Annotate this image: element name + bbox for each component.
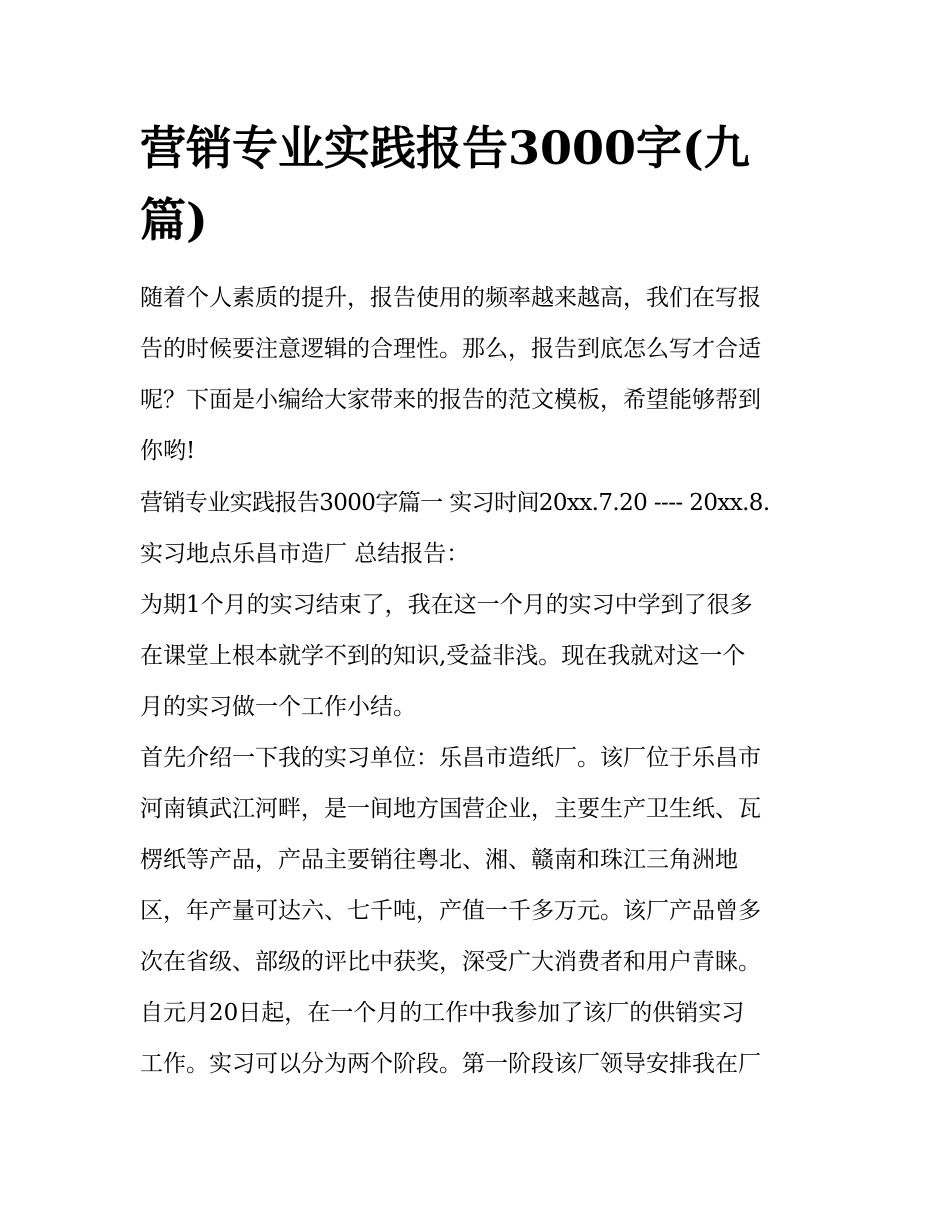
- body-line-11: 河南镇武江河畔，是一间地方国营企业，主要生产卫生纸、瓦: [140, 796, 761, 822]
- body-line-8: 在课堂上根本就学不到的知识,受益非浅。现在我就对这一个: [140, 643, 746, 669]
- body-line-4: 你哟!: [140, 438, 196, 464]
- body-line-16: 工作。实习可以分为两个阶段。第一阶段该厂领导安排我在厂: [140, 1051, 761, 1077]
- body-line-10: 首先介绍一下我的实习单位：乐昌市造纸厂。该厂位于乐昌市: [140, 745, 761, 771]
- body-line-5: 营销专业实践报告3000字篇一 实习时间20xx.7.20 ---- 20xx.8.: [140, 490, 770, 516]
- body-line-1: 随着个人素质的提升，报告使用的频率越来越高，我们在写报: [140, 285, 761, 311]
- title-line-1: 营销专业实践报告3000字(九: [140, 121, 750, 175]
- body-line-3: 呢？下面是小编给大家带来的报告的范文模板，希望能够帮到: [140, 387, 761, 413]
- body-line-12: 楞纸等产品，产品主要销往粤北、湘、赣南和珠江三角洲地: [140, 847, 738, 873]
- body-line-7: 为期1个月的实习结束了，我在这一个月的实习中学到了很多: [140, 592, 753, 618]
- body-line-15: 自元月20日起，在一个月的工作中我参加了该厂的供销实习: [140, 1000, 745, 1026]
- body-line-14: 次在省级、部级的评比中获奖，深受广大消费者和用户青睐。: [140, 949, 761, 975]
- title-line-2: 篇): [140, 193, 208, 247]
- body-line-13: 区，年产量可达六、七千吨，产值一千多万元。该厂产品曾多: [140, 898, 761, 924]
- body-line-2: 告的时候要注意逻辑的合理性。那么，报告到底怎么写才合适: [140, 336, 761, 362]
- document-title: [140, 112, 820, 256]
- body-line-9: 月的实习做一个工作小结。: [140, 694, 416, 720]
- body-line-6: 实习地点乐昌市造厂 总结报告：: [140, 541, 470, 567]
